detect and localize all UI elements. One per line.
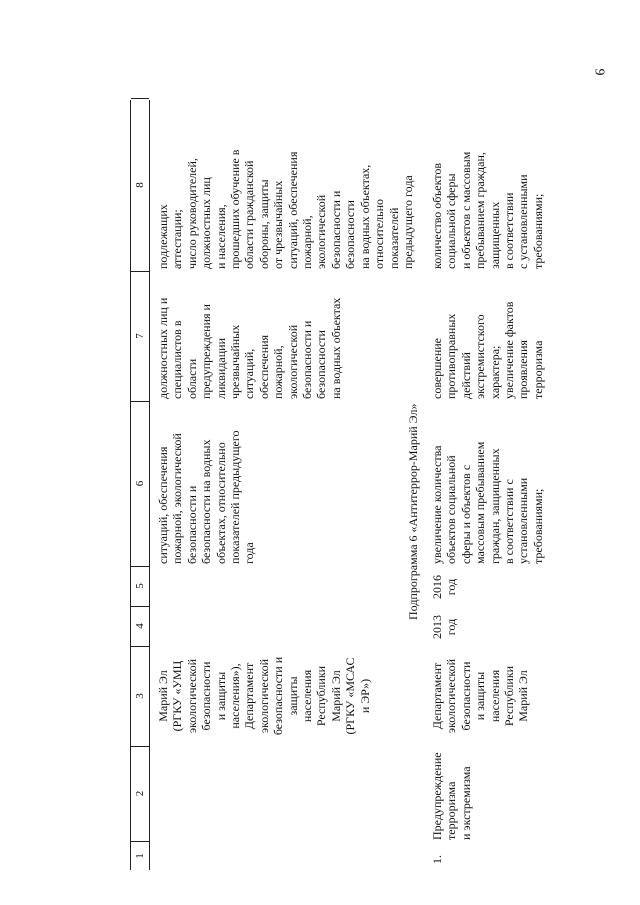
cont-col3: Марий Эл (РГКУ «УМЦ экологической безопасности и защиты населения»), Департамент экологической безопасности и защиты населения Республики Марий Эл (РГКУ «МСАС и ЭР») bbox=[156, 656, 372, 736]
header-col-5: 5 bbox=[131, 566, 149, 607]
cont-col7: должностных лиц и специалистов в области предупреждения и ликвидации чрезвычайных ситуаций, обеспечения пожарной, экологической безопасности и безопасности на водных объектах bbox=[156, 297, 343, 399]
cont-col6: ситуаций, обеспечения пожарной, экологической безопасности и безопасности на водных объектах, относительно показателей предыдущего года bbox=[156, 430, 257, 564]
header-col-1: 1 bbox=[134, 853, 146, 859]
header-col-7: 7 bbox=[131, 271, 149, 402]
rotated-table bbox=[130, 100, 550, 870]
subprogram-title: Подпрограмма 6 «Антитеррор-Марий Эл» bbox=[406, 403, 420, 620]
row1-number: 1. bbox=[430, 855, 444, 864]
row1-col3: Департамент экологической безопасности и защиты населения Республики Марий Эл bbox=[430, 658, 531, 734]
header-col-2: 2 bbox=[131, 746, 149, 842]
row1-col6: увеличение количества объектов социальной сферы и объектов с массовым пребыванием граждан, защищенных в соответствии с установленными требованиями; bbox=[430, 441, 545, 564]
row1-col7: совершение противоправных действий экстремистского характера; увеличение фактов проявления терроризма bbox=[430, 301, 545, 399]
row1-col5: 2016 год bbox=[430, 575, 459, 599]
header-col-6: 6 bbox=[131, 401, 149, 567]
cont-col8: подлежащих аттестации; число руководителей, должностных лиц и населения, прошедших обучение в области гражданской обороны, защиты от чрезвычайных ситуаций, обеспечения пожарной, экологической безопасности и безопасности на водных объектах, относительно показателей предыдущего года bbox=[156, 149, 415, 269]
header-row bbox=[130, 100, 150, 870]
header-col-3: 3 bbox=[131, 646, 149, 747]
row1-col2: Предупреждение терроризма и экстремизма bbox=[430, 752, 473, 840]
page-number: 9 bbox=[591, 68, 607, 76]
row1-col8: количество объектов социальной сферы и объектов с массовым пребыванием граждан, защищенных в соответствии с установленными требованиями; bbox=[430, 151, 545, 269]
header-col-4: 4 bbox=[131, 606, 149, 647]
row1-col4: 2013 год bbox=[430, 615, 459, 639]
header-col-8: 8 bbox=[131, 98, 149, 272]
